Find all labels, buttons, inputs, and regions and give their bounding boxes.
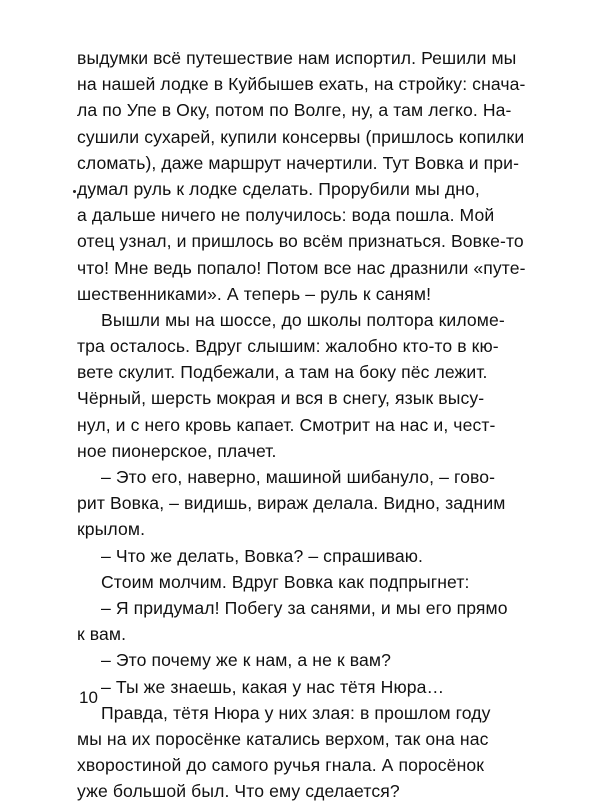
text-line: Чёрный, шерсть мокрая и вся в снегу, язык высу- bbox=[77, 388, 485, 409]
text-line: вете скулит. Подбежали, а там на боку пёс лежит. bbox=[77, 362, 488, 383]
text-line: к вам. bbox=[77, 624, 127, 645]
text-line: – Ты же знаешь, какая у нас тётя Нюра… bbox=[101, 676, 445, 697]
text-line: нул, и с него кровь капает. Смотрит на нас и, чест- bbox=[77, 414, 496, 435]
text-line: Правда, тётя Нюра у них злая: в прошлом году bbox=[101, 702, 491, 723]
text-line: Стоим молчим. Вдруг Вовка как подпрыгнет: bbox=[101, 571, 470, 592]
text-line: уже большой был. Что ему сделается? bbox=[77, 781, 400, 802]
text-line: а дальше ничего не получилось: вода пошла. Мой bbox=[77, 205, 495, 226]
text-line: тра осталось. Вдруг слышим: жалобно кто-то в кю- bbox=[77, 336, 499, 357]
text-line: рит Вовка, – видишь, вираж делала. Видно, задним bbox=[77, 493, 506, 514]
text-line: хворостиной до самого ручья гнала. А поросёнок bbox=[77, 755, 485, 776]
text-line: сломать), даже маршрут начертили. Тут Вовка и при- bbox=[77, 152, 520, 173]
text-line: – Что же делать, Вовка? – спрашиваю. bbox=[101, 545, 424, 566]
text-line: – Это его, наверно, машиной шибануло, – гово- bbox=[101, 467, 496, 487]
text-line: шественниками». А теперь – руль к саням! bbox=[77, 283, 432, 304]
text-line: выдумки всё путешествие нам испортил. Решили мы bbox=[77, 48, 517, 68]
text-line: ла по Упе в Оку, потом по Волге, ну, а там легко. На- bbox=[77, 100, 512, 121]
print-speck bbox=[73, 190, 76, 193]
page-number: 10 bbox=[79, 688, 98, 707]
text-line: отец узнал, и пришлось во всём признаться. Вовке-то bbox=[77, 231, 524, 252]
text-line: на нашей лодке в Куйбышев ехать, на стройку: снача- bbox=[77, 74, 526, 95]
body-text bbox=[77, 45, 545, 804]
text-line: Вышли мы на шоссе, до школы полтора киломе- bbox=[101, 309, 505, 330]
text-line: – Я придумал! Побегу за санями, и мы его прямо bbox=[101, 597, 508, 618]
text-line: сушили сухарей, купили консервы (пришлось копилки bbox=[77, 126, 525, 147]
text-line: что! Мне ведь попало! Потом все нас дразнили «путе- bbox=[77, 257, 526, 278]
text-line: крылом. bbox=[77, 519, 146, 540]
text-line: думал руль к лодке сделать. Прорубили мы дно, bbox=[77, 178, 480, 199]
text-line: ное пионерское, плачет. bbox=[77, 440, 277, 461]
text-line: мы на их поросёнке катались верхом, так она нас bbox=[77, 728, 489, 749]
text-line: – Это почему же к нам, а не к вам? bbox=[101, 650, 391, 671]
